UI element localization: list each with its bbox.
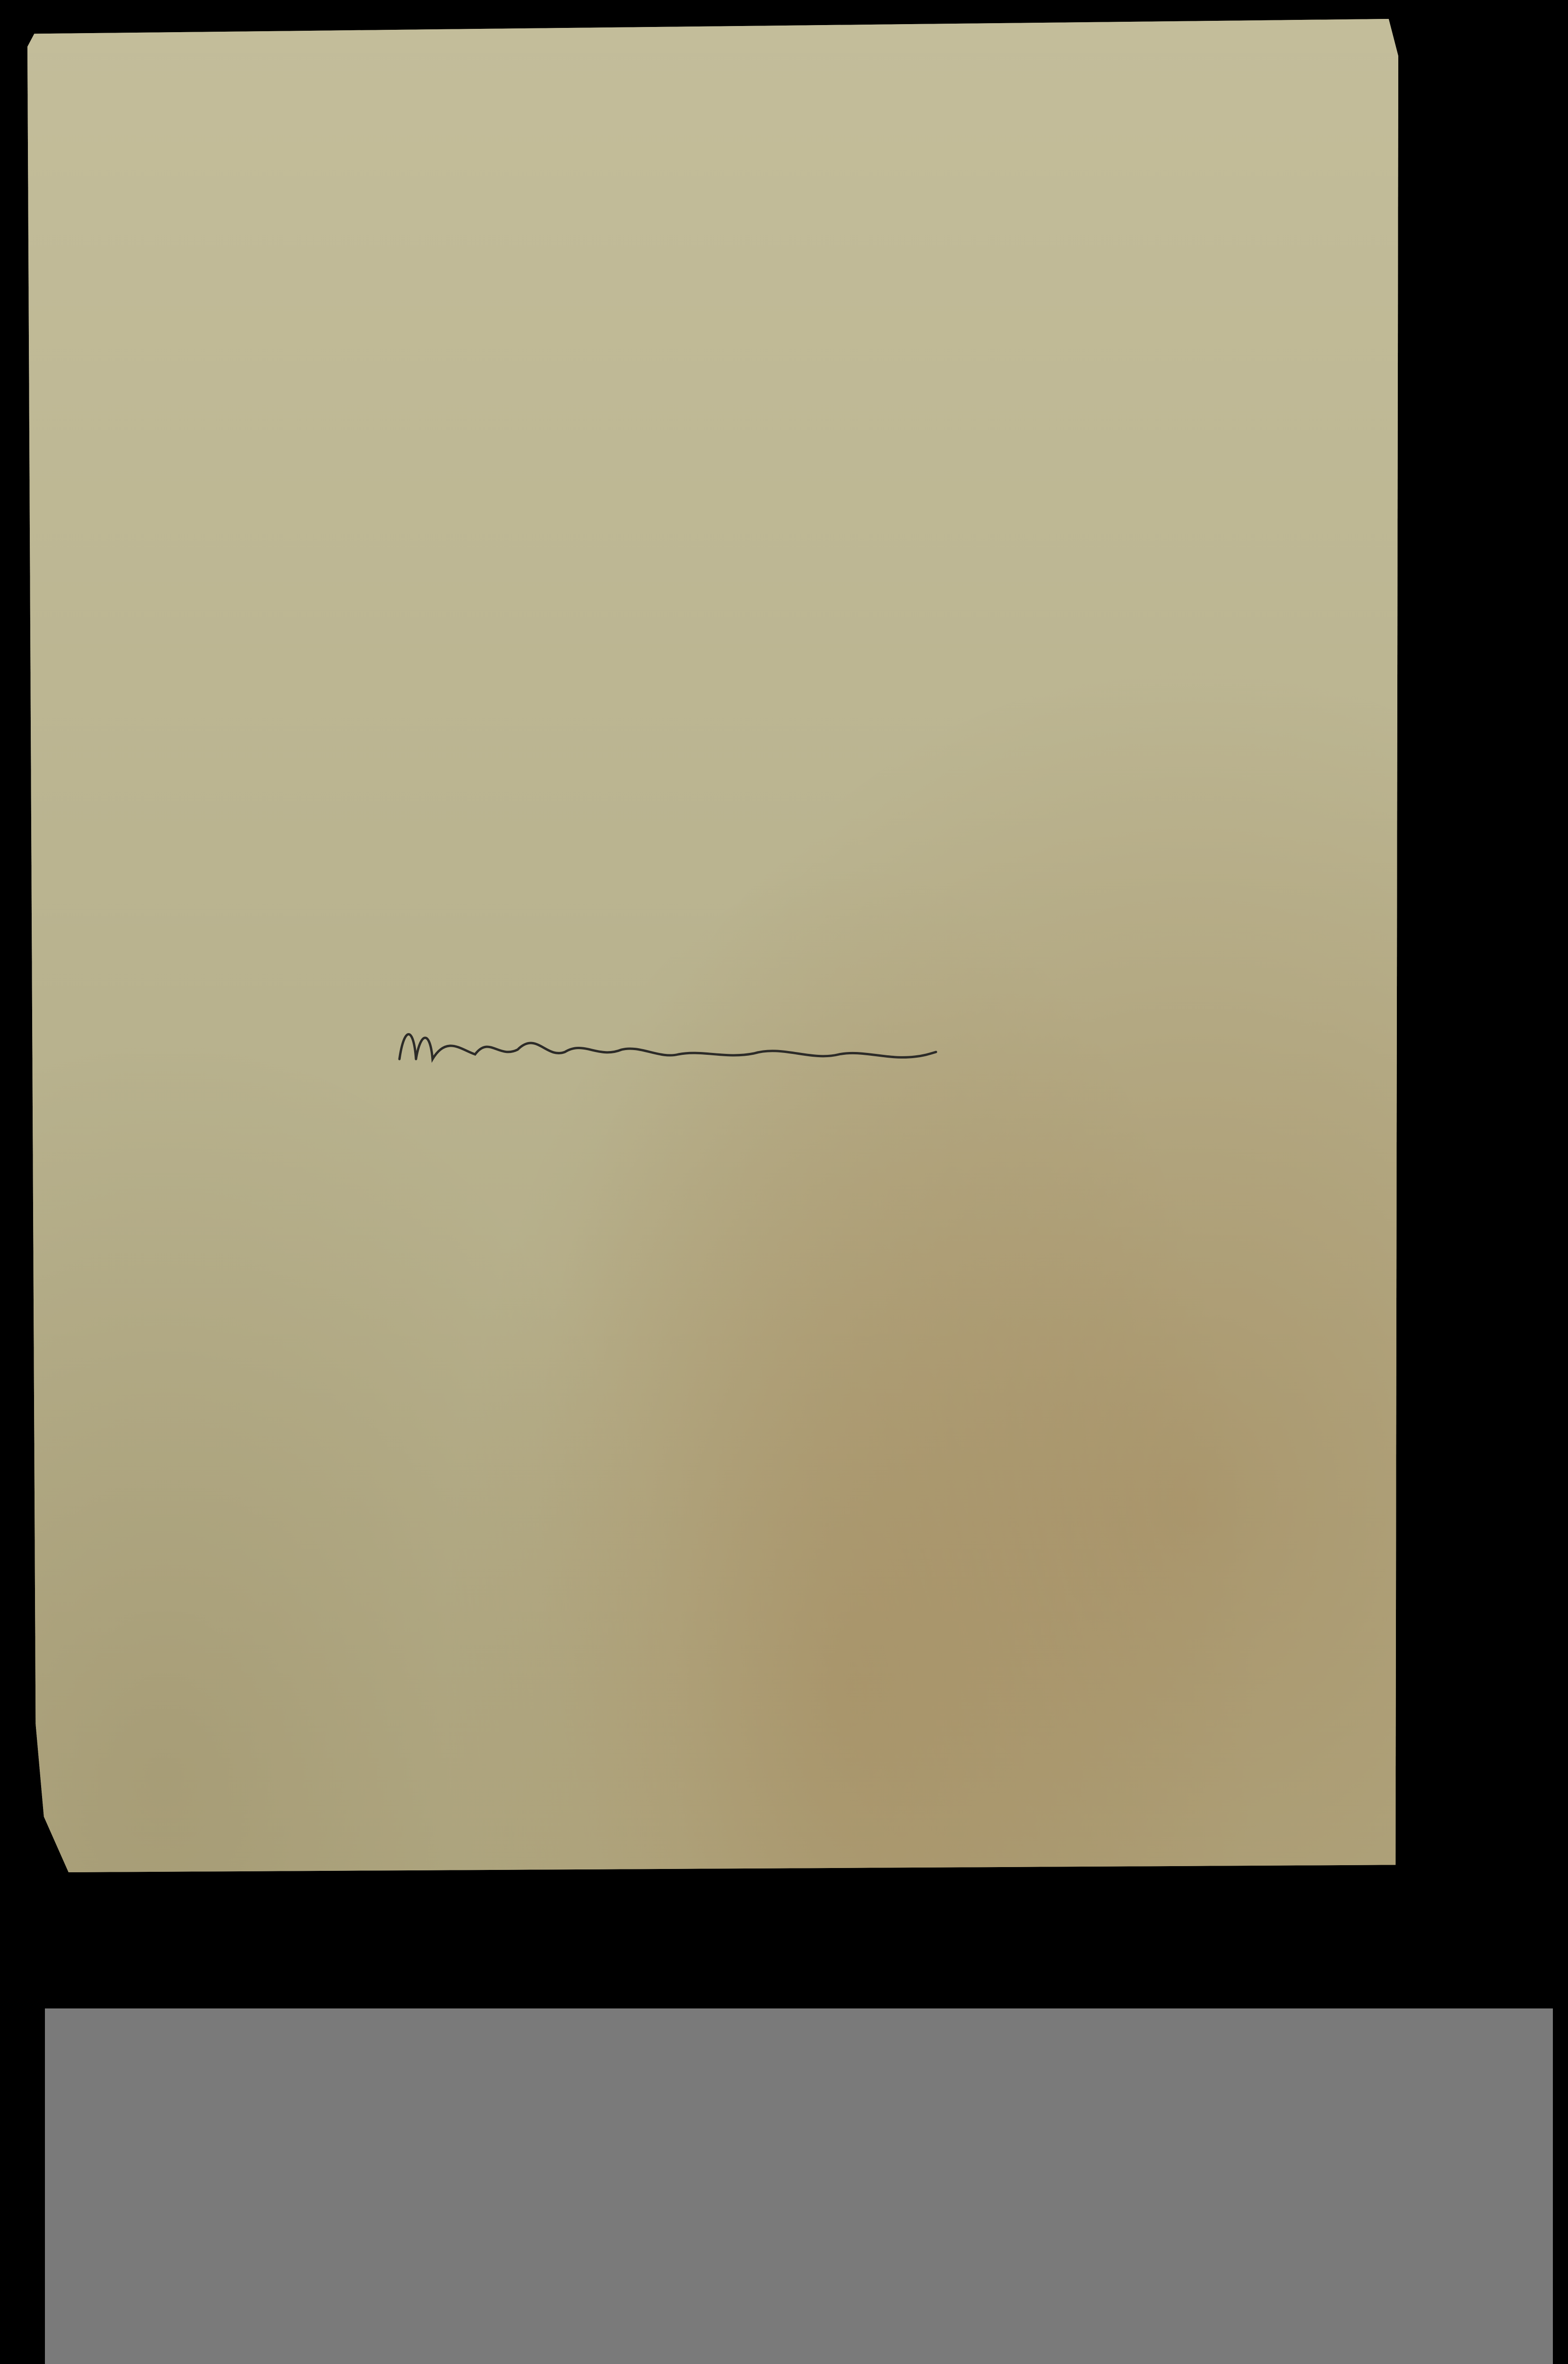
ruler — [45, 2008, 1553, 2094]
patch-labels — [45, 2155, 1553, 2198]
patches-light-row — [45, 2201, 1553, 2329]
letter-paper — [27, 19, 1398, 1872]
handwritten-signature — [395, 1017, 938, 1073]
patches-dark-row — [45, 2330, 1553, 2364]
color-control-target — [45, 2008, 1553, 2364]
